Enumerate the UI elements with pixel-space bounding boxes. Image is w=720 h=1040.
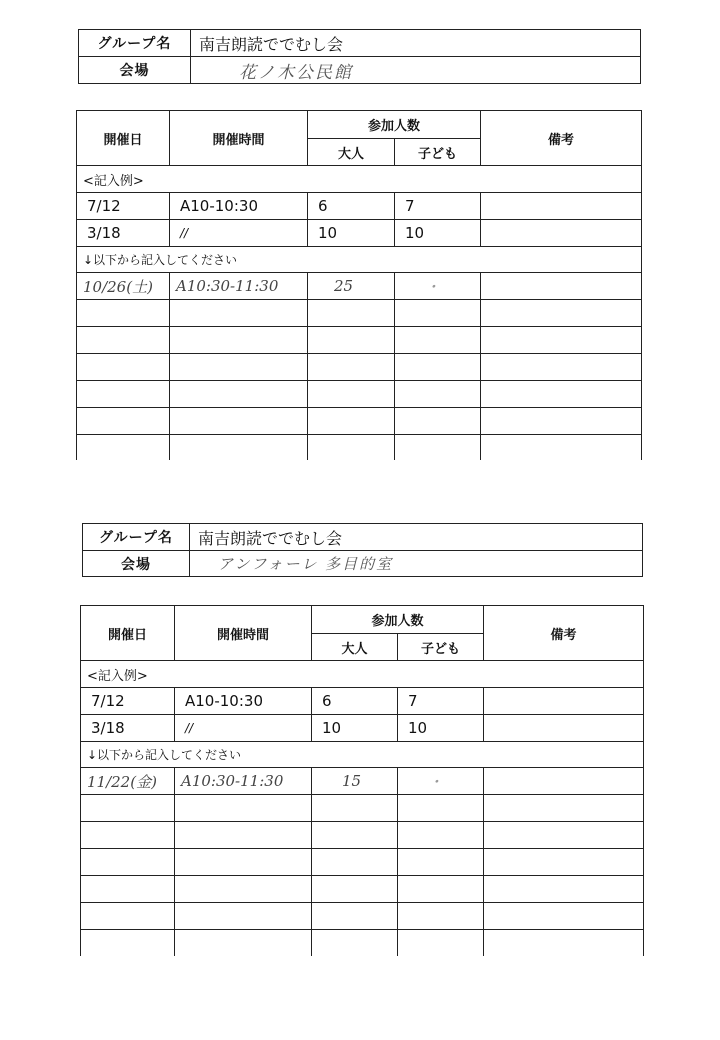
entry-adults: 25 (308, 273, 395, 300)
example-row (77, 193, 642, 220)
entry-children: ・ (398, 768, 484, 795)
example-remarks (481, 193, 642, 220)
entry-remarks (481, 273, 642, 300)
entry-time: A10:30-11:30 (170, 273, 308, 300)
instruction-text: ↓以下から記入してください (77, 247, 642, 273)
example-adults: 10 (308, 220, 395, 247)
example-adults: 6 (312, 688, 398, 715)
entry-row (81, 795, 644, 822)
entry-date: 11/22(金) (81, 768, 175, 795)
entry-date: 10/26(土) (77, 273, 170, 300)
example-children: 10 (398, 715, 484, 742)
group-name-value: 南吉朗読ででむし会 (191, 30, 641, 57)
example-label: <記入例> (77, 166, 642, 193)
example-adults: 6 (308, 193, 395, 220)
header-remarks: 備考 (481, 111, 642, 166)
example-date: 3/18 (77, 220, 170, 247)
header-adults: 大人 (312, 634, 398, 661)
example-remarks (481, 220, 642, 247)
example-time: // (170, 220, 308, 247)
example-row (81, 688, 644, 715)
header-participants: 参加人数 (308, 111, 481, 139)
example-row (81, 715, 644, 742)
entry-row (77, 273, 642, 300)
example-date: 3/18 (81, 715, 175, 742)
header-time: 開催時間 (175, 606, 312, 661)
instruction-text: ↓以下から記入してください (81, 742, 644, 768)
example-time: A10-10:30 (175, 688, 312, 715)
entry-row (77, 381, 642, 408)
group-info-table-2 (82, 523, 643, 577)
header-remarks: 備考 (484, 606, 644, 661)
header-children: 子ども (395, 139, 481, 166)
header-participants: 参加人数 (312, 606, 484, 634)
example-date: 7/12 (81, 688, 175, 715)
entry-row (77, 408, 642, 435)
example-children: 10 (395, 220, 481, 247)
example-label: <記入例> (81, 661, 644, 688)
entry-row (81, 849, 644, 876)
entry-row (81, 930, 644, 956)
header-time: 開催時間 (170, 111, 308, 166)
attendance-table-1 (76, 110, 642, 460)
header-date: 開催日 (77, 111, 170, 166)
entry-time: A10:30-11:30 (175, 768, 312, 795)
example-row (77, 220, 642, 247)
example-remarks (484, 715, 644, 742)
attendance-table-2 (80, 605, 644, 956)
header-adults: 大人 (308, 139, 395, 166)
group-name-label: グループ名 (79, 30, 191, 57)
entry-children: ・ (395, 273, 481, 300)
example-children: 7 (395, 193, 481, 220)
example-time: // (175, 715, 312, 742)
header-date: 開催日 (81, 606, 175, 661)
venue-value: アンフォーレ 多目的室 (190, 551, 643, 577)
entry-row (77, 300, 642, 327)
entry-row (81, 768, 644, 795)
header-children: 子ども (398, 634, 484, 661)
venue-value: 花ノ木公民館 (191, 57, 641, 84)
group-name-label: グループ名 (83, 524, 190, 551)
venue-label: 会場 (83, 551, 190, 577)
example-children: 7 (398, 688, 484, 715)
entry-row (77, 327, 642, 354)
entry-row (77, 354, 642, 381)
example-adults: 10 (312, 715, 398, 742)
entry-row (77, 435, 642, 460)
venue-label: 会場 (79, 57, 191, 84)
example-time: A10-10:30 (170, 193, 308, 220)
entry-adults: 15 (312, 768, 398, 795)
entry-row (81, 822, 644, 849)
group-name-value: 南吉朗読ででむし会 (190, 524, 643, 551)
entry-row (81, 876, 644, 903)
group-info-table-1 (78, 29, 641, 84)
example-date: 7/12 (77, 193, 170, 220)
example-remarks (484, 688, 644, 715)
entry-row (81, 903, 644, 930)
entry-remarks (484, 768, 644, 795)
